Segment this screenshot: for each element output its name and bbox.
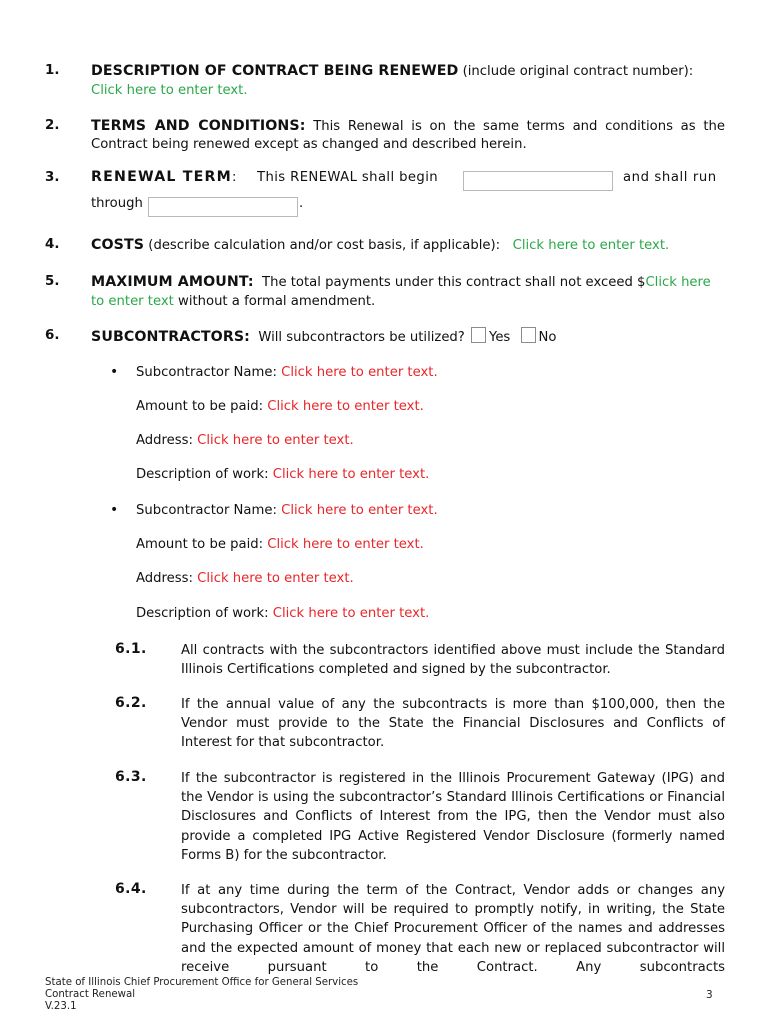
costs-field[interactable]: Click here to enter text. [512, 238, 670, 253]
section-number: 1. [45, 63, 60, 78]
section-number: 4. [45, 237, 60, 252]
section-text: and shall run [623, 170, 717, 185]
section-heading: TERMS AND CONDITIONS: [91, 118, 306, 134]
renewal-end-date-input[interactable] [148, 197, 298, 217]
subcontractor-1-name-field[interactable]: Click here to enter text. [281, 365, 438, 380]
page-number: 3 [706, 989, 713, 1001]
section-question: Will subcontractors be utilized? [258, 330, 465, 345]
subcontractor-1-amount: Amount to be paid: Click here to enter text. [136, 399, 424, 414]
footer-doc-type: Contract Renewal [45, 989, 136, 1000]
footer-version: V.23.1 [45, 1001, 77, 1012]
subsection-text: If the annual value of any the subcontracts is more than $100,000, then the Vendor must provide to the State the Financial Disclosures and Conflicts of Interest for that subcontractor. [181, 697, 725, 751]
subcontractor-1-name: Subcontractor Name: Click here to enter text. [136, 365, 438, 380]
bullet-icon: • [110, 364, 119, 380]
section-number: 3. [45, 170, 60, 185]
subsection-number: 6.4. [115, 881, 147, 897]
no-label: No [538, 330, 557, 345]
contract-description-field[interactable]: Click here to enter text. [91, 83, 248, 98]
section-heading: RENEWAL TERM [91, 169, 232, 185]
subsection-text: If at any time during the term of the Contract, Vendor adds or changes any subcontractors, Vendor will be required to promptly notify, in writing, the State Purchasing Officer or the Chief Procurement Officer of the names and addresses and the expected amount of money that each new or replaced subcontractor will receive pursuant to the Contract. Any subcontracts [181, 883, 725, 975]
yes-checkbox[interactable] [471, 327, 486, 343]
subcontractor-2-amount-field[interactable]: Click here to enter text. [267, 537, 424, 552]
subcontractor-1-address-field[interactable]: Click here to enter text. [197, 433, 354, 448]
no-checkbox[interactable] [521, 327, 536, 343]
section-number: 6. [45, 328, 60, 343]
subsection-number: 6.1. [115, 641, 147, 657]
section-note: (include original contract number): [462, 64, 694, 79]
yes-label: Yes [489, 330, 511, 345]
subcontractor-2-amount: Amount to be paid: Click here to enter text. [136, 537, 424, 552]
subsection-text: All contracts with the subcontractors identified above must include the Standard Illinois Certifications completed and signed by the subcontractor. [181, 643, 725, 678]
subcontractor-2-description: Description of work: Click here to enter text. [136, 606, 430, 621]
subcontractor-1-address: Address: Click here to enter text. [136, 433, 354, 448]
subsection-number: 6.2. [115, 695, 147, 711]
section-heading: DESCRIPTION OF CONTRACT BEING RENEWED [91, 63, 459, 79]
maximum-amount-field[interactable]: Click here to enter text [91, 275, 711, 309]
section-text: without a formal amendment. [178, 294, 376, 309]
subcontractor-2-name: Subcontractor Name: Click here to enter text. [136, 503, 438, 518]
section-heading: SUBCONTRACTORS: [91, 329, 250, 345]
section-text: This RENEWAL shall begin [257, 170, 439, 185]
section-heading: COSTS [91, 237, 145, 253]
subcontractor-2-address: Address: Click here to enter text. [136, 571, 354, 586]
subcontractor-1-description: Description of work: Click here to enter text. [136, 467, 430, 482]
section-text: through [91, 196, 143, 211]
document-page: 1. DESCRIPTION OF CONTRACT BEING RENEWED (include original contract number): Click here to enter text. 2. TERMS AND CONDITIONS: This Renewal is on the same terms and conditions as the Contract being renewed except as changed and described herein. 3. RENEWAL TERM: This RENEWAL shall begin and shall run through . 4. COSTS (describe calculation and/or cost basis, if applicable): Click here to enter text. 5. MAXIMUM AMOUNT: The total payments under this contract shall not exceed $Click here to enter text without a formal amendment. 6. SUBCONTRACTORS: Will subcontractors be utilized? Yes No • Subcontractor Name: Click here to enter text. Amount to be paid: Click here to enter text. Address: Click here to enter text. Description of work: Click here to enter text. • Subcontractor Name: Click here to enter text. Amount to be paid: Click here to enter text. Address: Click here to enter text. Description of work: Click here to enter text. 6.1. All contracts with the subcontractors identified above must include the Standard Illinois Certifications completed and signed by the subcontractor. 6.2. If the annual value of any the subcontracts is more than $100,000, then the Vendor must provide to the State the Financial Disclosures and Conflicts of Interest for that subcontractor. 6.3. If the subcontractor is registered in the Illinois Procurement Gateway (IPG) and the Vendor is using the subcontractor’s Standard Illinois Certifications or Financial Disclosures and Conflicts of Interest from the IPG, then the Vendor must also provide a completed IPG Active Registered Vendor Disclosure (formerly named Forms B) for the subcontractor. 6.4. If at any time during the term of the Contract, Vendor adds or changes any subcontractors, Vendor will be required to promptly notify, in writing, the State Purchasing Officer or the Chief Procurement Officer of the names and addresses and the expected amount of money that each new or replaced subcontractor will receive pursuant to the Contract. Any subcontracts State of Illinois Chief Procurement Office for General Services Contract Renewal V.23.1 3 [45, 63, 725, 1012]
bullet-icon: • [110, 502, 119, 518]
subcontractor-1-description-field[interactable]: Click here to enter text. [272, 467, 430, 482]
footer-office: State of Illinois Chief Procurement Office for General Services [45, 977, 359, 988]
section-heading: MAXIMUM AMOUNT: [91, 274, 254, 290]
page-footer [45, 977, 358, 1013]
section-text: The total payments under this contract shall not exceed $ [262, 275, 646, 290]
section-text: (describe calculation and/or cost basis, if applicable): [148, 238, 501, 253]
subcontractor-2-description-field[interactable]: Click here to enter text. [272, 606, 430, 621]
subcontractor-2-name-field[interactable]: Click here to enter text. [281, 503, 438, 518]
section-number: 5. [45, 274, 60, 289]
section-number: 2. [45, 118, 60, 133]
subcontractor-2-address-field[interactable]: Click here to enter text. [197, 571, 354, 586]
subcontractor-1-amount-field[interactable]: Click here to enter text. [267, 399, 424, 414]
subsection-number: 6.3. [115, 769, 147, 785]
renewal-begin-date-input[interactable] [463, 171, 613, 191]
section-text: This Renewal is on the same terms and conditions as the Contract being renewed except as changed and described herein. [91, 119, 725, 152]
subsection-text: If the subcontractor is registered in the Illinois Procurement Gateway (IPG) and the Vendor is using the subcontractor’s Standard Illinois Certifications or Financial Disclosures and Conflicts of Interest from the IPG, then the Vendor must also provide a completed IPG Active Registered Vendor Disclosure (formerly named Forms B) for the subcontractor. [181, 771, 725, 863]
